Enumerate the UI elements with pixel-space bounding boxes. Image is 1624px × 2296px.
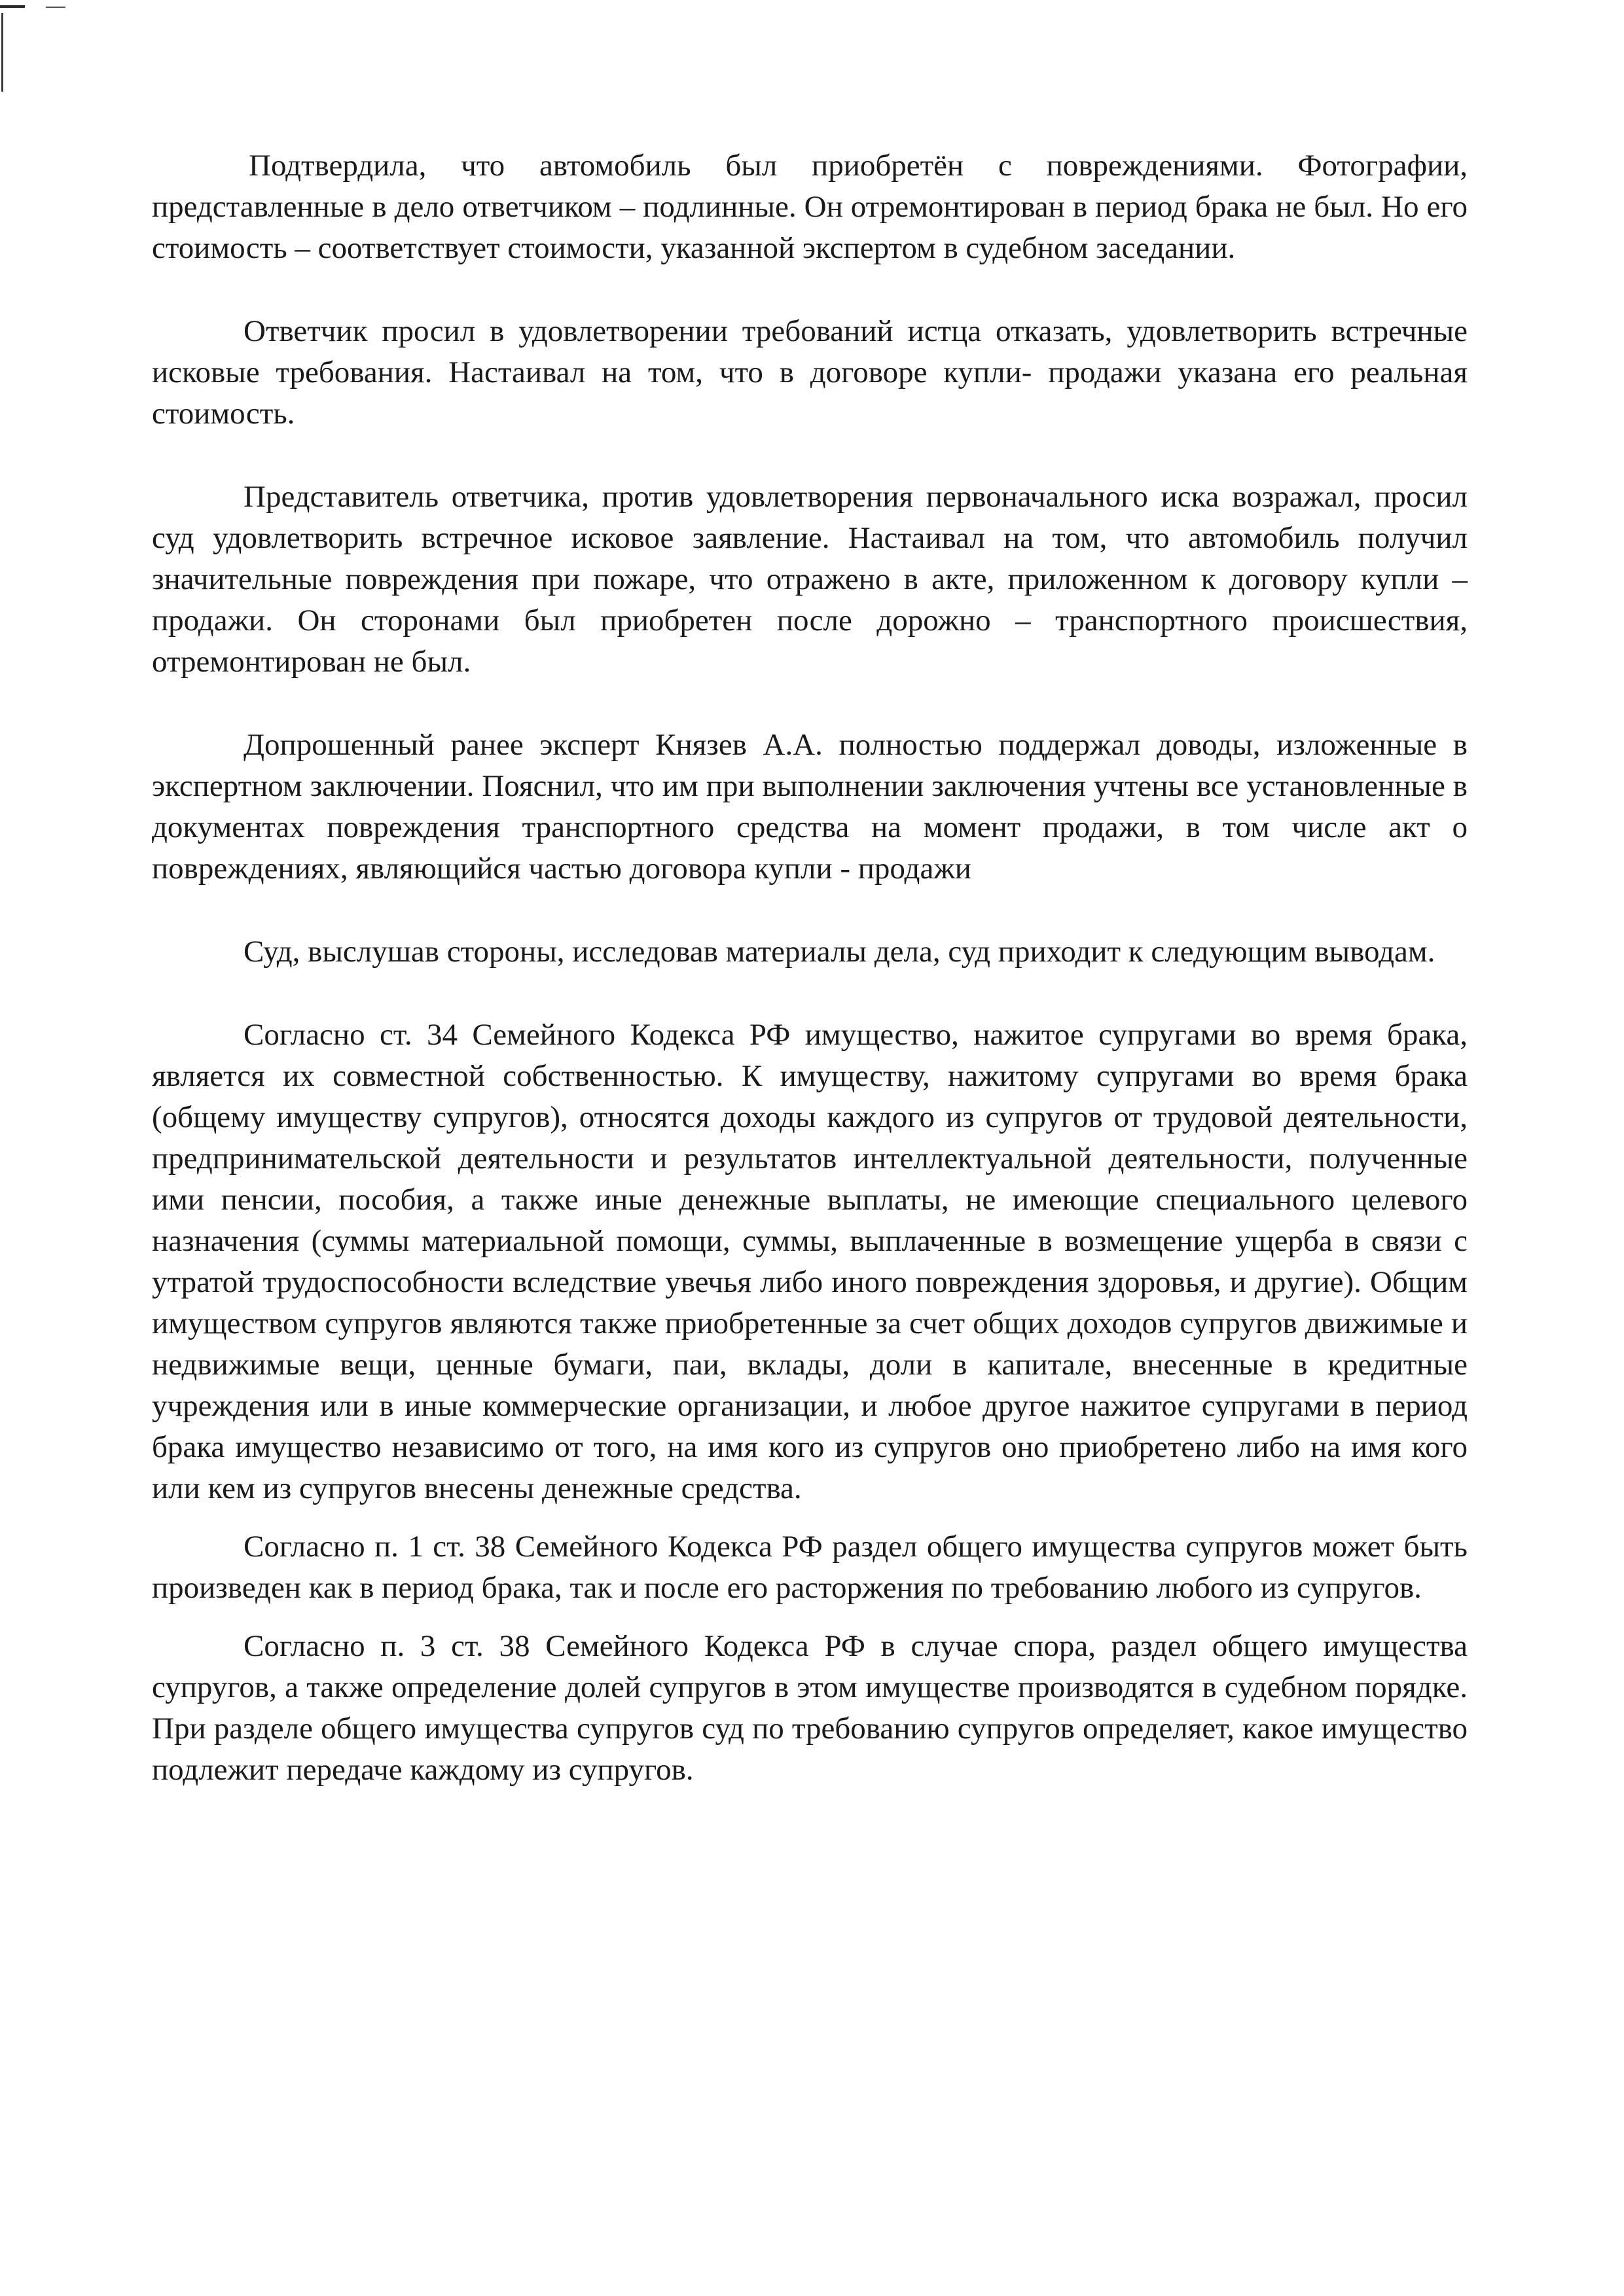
paragraph: Ответчик просил в удовлетворении требований истца отказать, удовлетворить встречные исковые требования. Настаивал на том, что в договоре купли- продажи указана его реальная стоимость. bbox=[152, 314, 1468, 431]
scan-artifact-mark bbox=[0, 5, 25, 8]
paragraph: Подтвердила, что автомобиль был приобретён с повреждениями. Фотографии, представленные в дело ответчиком – подлинные. Он отремонтирован в период брака не был. Но его стоимость – соответствует стоимости, указанной экспертом в судебном заседании. bbox=[152, 149, 1468, 265]
paragraph: Допрошенный ранее эксперт Князев А.А. полностью поддержал доводы, изложенные в экспертном заключении. Пояснил, что им при выполнении заключения учтены все установленные в документах повреждения транспортного средства на момент продажи, в том числе акт о повреждениях, являющийся частью договора купли - продажи bbox=[152, 728, 1468, 886]
paragraph: Согласно ст. 34 Семейного Кодекса РФ имущество, нажитое супругами во время брака, является их совместной собственностью. К имуществу, нажитому супругами во время брака (общему имуществу супругов), относятся доходы каждого из супругов от трудовой деятельности, предпринимательской деятельности и результатов интеллектуальной деятельности, полученные ими пенсии, пособия, а также иные денежные выплаты, не имеющие специального целевого назначения (суммы материальной помощи, суммы, выплаченные в возмещение ущерба в связи с утратой трудоспособности вследствие увечья либо иного повреждения здоровья, и другие). Общим имуществом супругов являются также приобретенные за счет общих доходов супругов движимые и недвижимые вещи, ценные бумаги, паи, вклады, доли в капитале, внесенные в кредитные учреждения или в иные коммерческие организации, и любое другое нажитое супругами в период брака имущество независимо от того, на имя кого из супругов оно приобретено либо на имя кого или кем из супругов внесены денежные средства. bbox=[152, 1018, 1468, 1505]
scan-artifact-edge bbox=[1, 13, 3, 92]
scan-artifact-mark bbox=[46, 7, 65, 8]
paragraph: Представитель ответчика, против удовлетворения первоначального иска возражал, просил суд удовлетворить встречное исковое заявление. Настаивал на том, что автомобиль получил значительные повреждения при пожаре, что отражено в акте, приложенном к договору купли – продажи. Он сторонами был приобретен после дорожно – транспортного происшествия, отремонтирован не был. bbox=[152, 480, 1468, 679]
document-body bbox=[152, 145, 1468, 1791]
paragraph: Согласно п. 1 ст. 38 Семейного Кодекса РФ раздел общего имущества супругов может быть произведен как в период брака, так и после его расторжения по требованию любого из супругов. bbox=[152, 1530, 1468, 1605]
paragraph: Суд, выслушав стороны, исследовав материалы дела, суд приходит к следующим выводам. bbox=[244, 935, 1435, 969]
paragraph: Согласно п. 3 ст. 38 Семейного Кодекса РФ в случае спора, раздел общего имущества супругов, а также определение долей супругов в этом имуществе производятся в судебном порядке. При разделе общего имущества супругов суд по требованию супругов определяет, какое имущество подлежит передаче каждому из супругов. bbox=[152, 1629, 1468, 1787]
